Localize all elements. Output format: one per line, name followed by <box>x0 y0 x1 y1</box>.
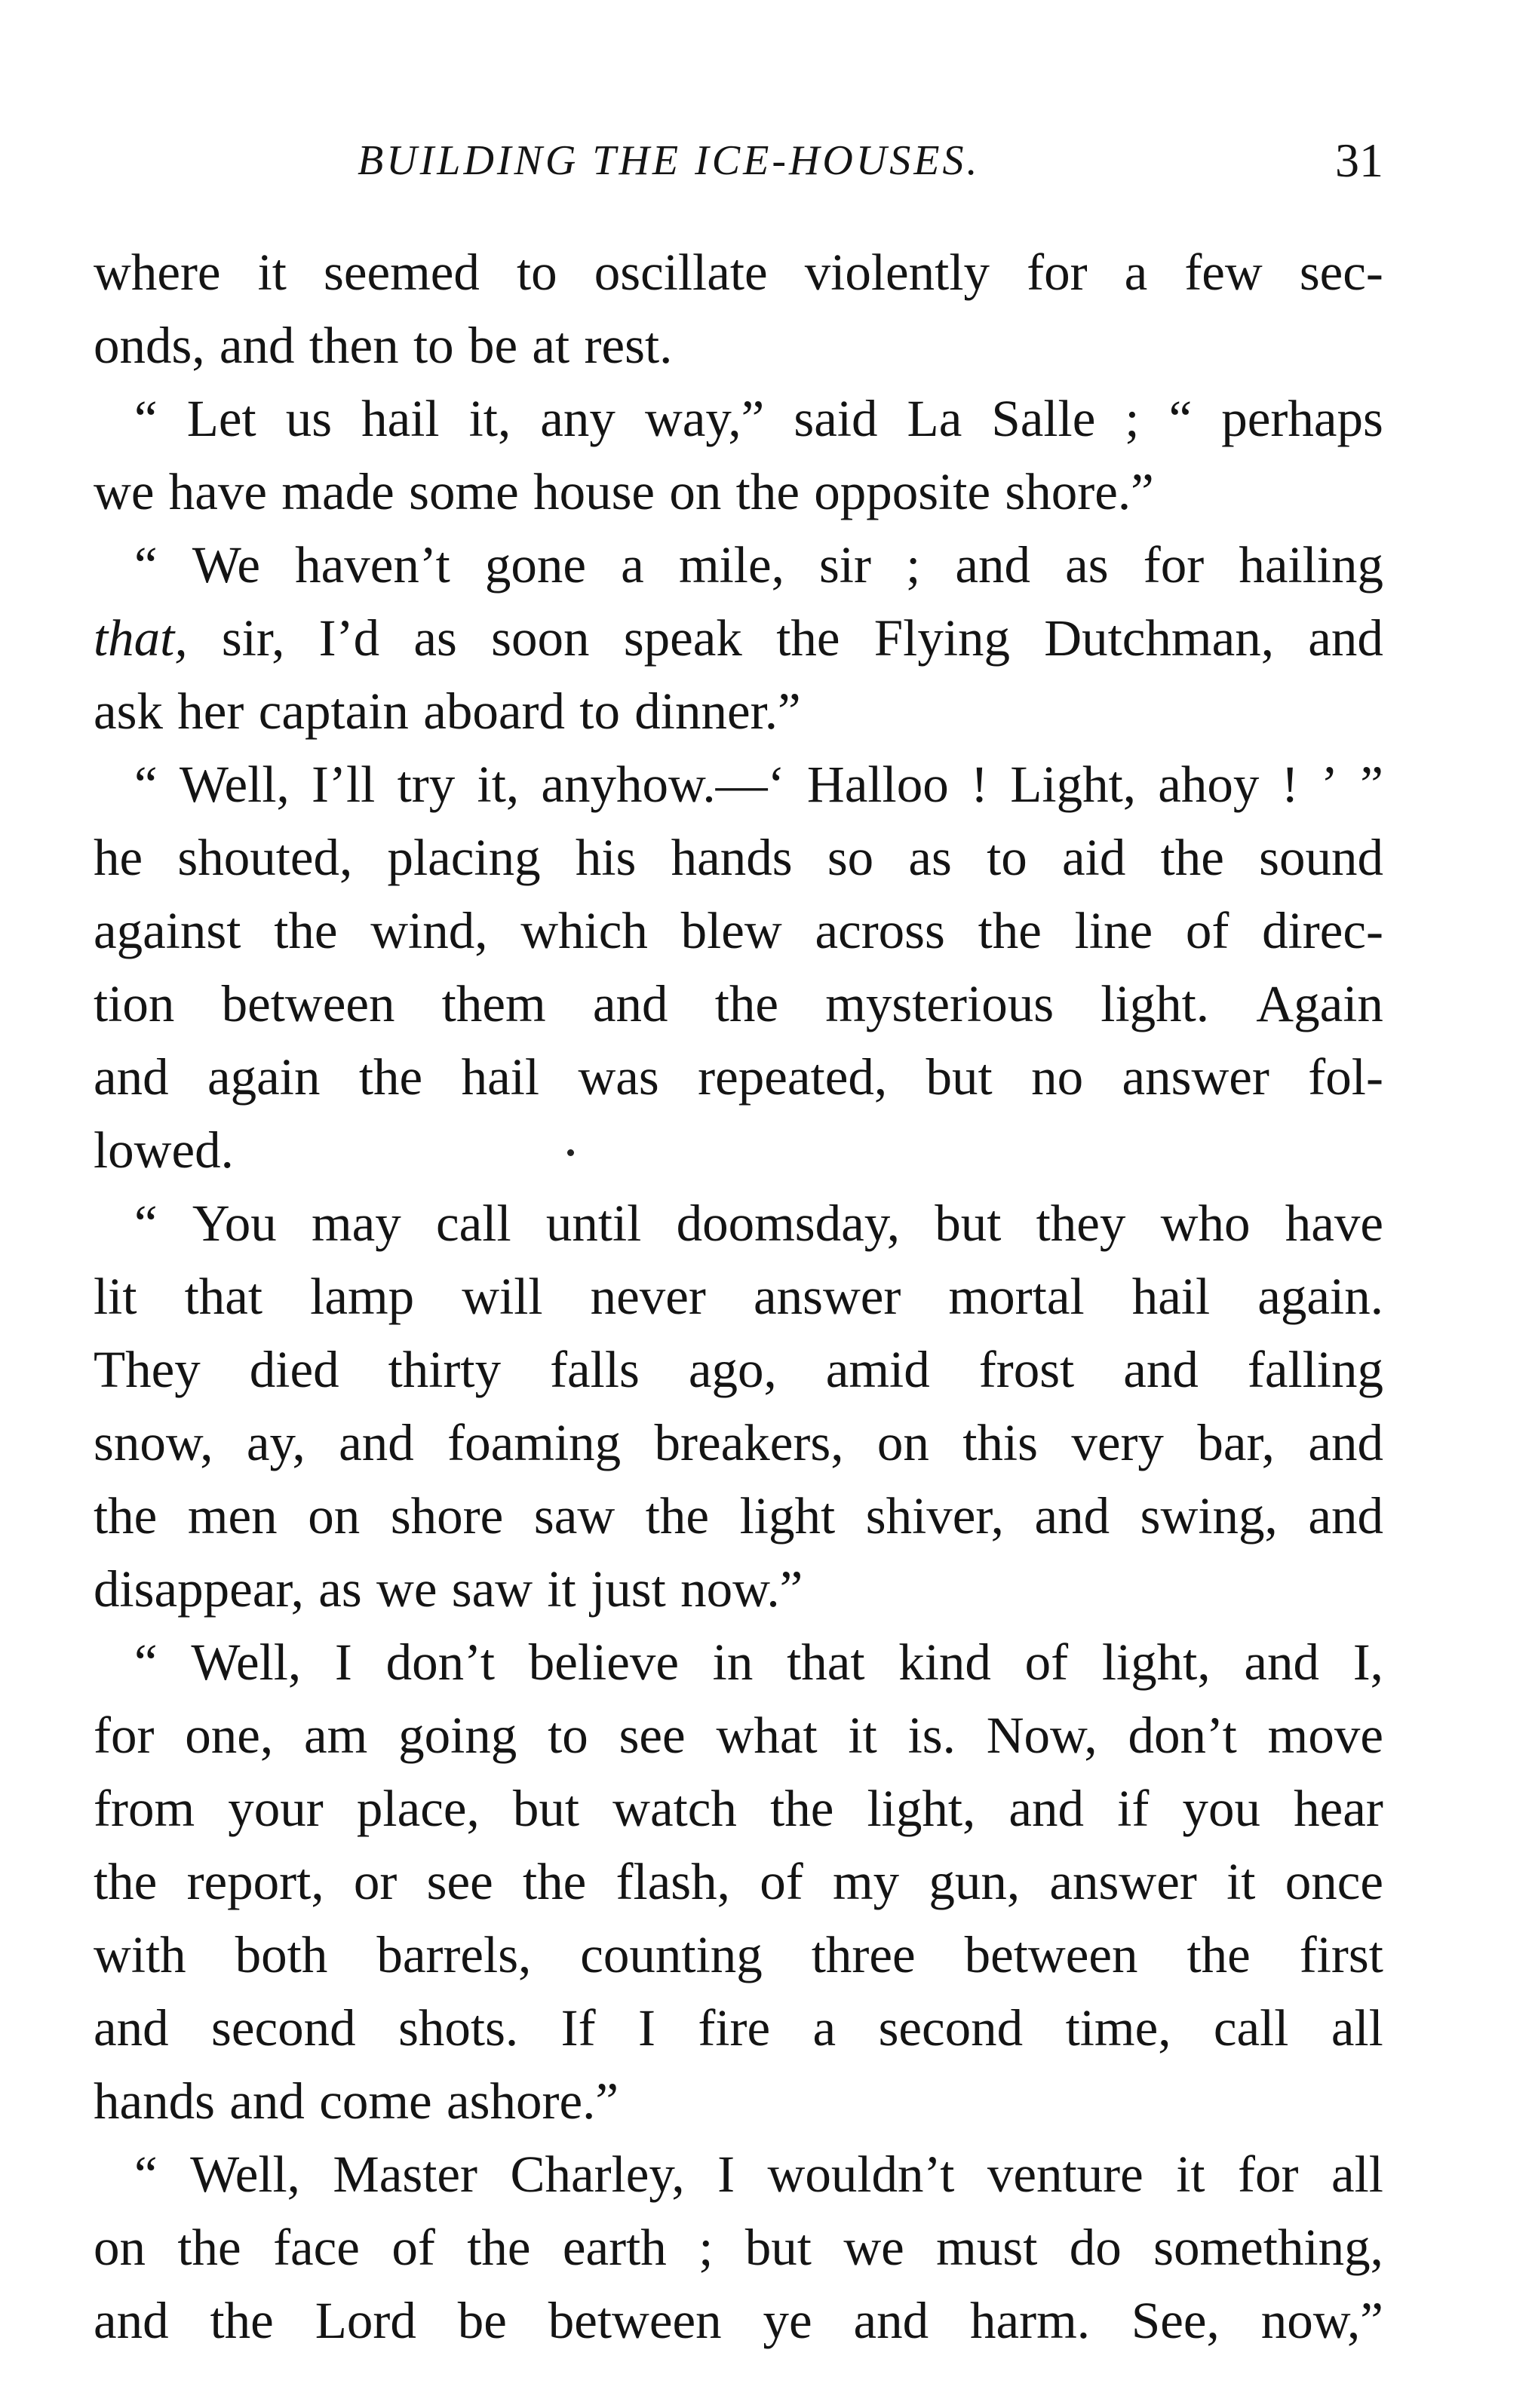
text-line: onds, and then to be at rest. <box>94 317 673 374</box>
text-line: the men on shore saw the light shiver, and swing, and <box>94 1487 1383 1544</box>
text-line: with both barrels, counting three between the first <box>94 1926 1383 1983</box>
text-line: They died thirty falls ago, amid frost and falling <box>94 1341 1383 1398</box>
text-line: he shouted, placing his hands so as to aid the sound <box>94 829 1383 886</box>
text-line: and second shots. If I fire a second time, call all <box>94 1999 1383 2057</box>
text-line: lit that lamp will never answer mortal hail again. <box>94 1268 1383 1325</box>
body-text <box>94 236 1383 2357</box>
text-line: hands and come ashore.” <box>94 2072 619 2130</box>
text-line: and the Lord be between ye and harm. See, now,” <box>94 2292 1383 2349</box>
text-line: the report, or see the flash, of my gun, answer it once <box>94 1853 1383 1910</box>
text-line: “ You may call until doomsday, but they who have <box>134 1195 1383 1252</box>
text-line: for one, am going to see what it is. Now, don’t move <box>94 1707 1383 1764</box>
page-header <box>94 127 1383 195</box>
text-line: “ Well, Master Charley, I wouldn’t venture it for all <box>134 2146 1383 2203</box>
text-line: and again the hail was repeated, but no answer fol- <box>94 1048 1383 1106</box>
text-line: “ Let us hail it, any way,” said La Salle ; “ perhaps <box>134 390 1383 447</box>
text-line: lowed. <box>94 1121 234 1179</box>
page-number: 31 <box>1335 133 1383 187</box>
text-line: from your place, but watch the light, and if you hear <box>94 1780 1383 1837</box>
text-line: ask her captain aboard to dinner.” <box>94 683 801 740</box>
text-line: where it seemed to oscillate violently for a few sec- <box>94 244 1383 301</box>
text-line: snow, ay, and foaming breakers, on this very bar, and <box>94 1414 1383 1471</box>
text-line: that, sir, I’d as soon speak the Flying Dutchman, and <box>94 609 1383 667</box>
running-title: BUILDING THE ICE-HOUSES. <box>358 137 981 184</box>
text-line: “ Well, I don’t believe in that kind of light, and I, <box>134 1633 1383 1691</box>
text-line: we have made some house on the opposite shore.” <box>94 463 1154 520</box>
text-line: against the wind, which blew across the line of direc- <box>94 902 1383 959</box>
text-line: on the face of the earth ; but we must do something, <box>94 2219 1383 2276</box>
text-line: tion between them and the mysterious light. Again <box>94 975 1383 1032</box>
text-line: disappear, as we saw it just now.” <box>94 1560 803 1618</box>
stray-ink-dot <box>567 1149 574 1156</box>
text-line: “ Well, I’ll try it, anyhow.—‘ Halloo ! Light, ahoy ! ’ ” <box>134 756 1383 813</box>
text-line: “ We haven’t gone a mile, sir ; and as for hailing <box>134 536 1383 594</box>
